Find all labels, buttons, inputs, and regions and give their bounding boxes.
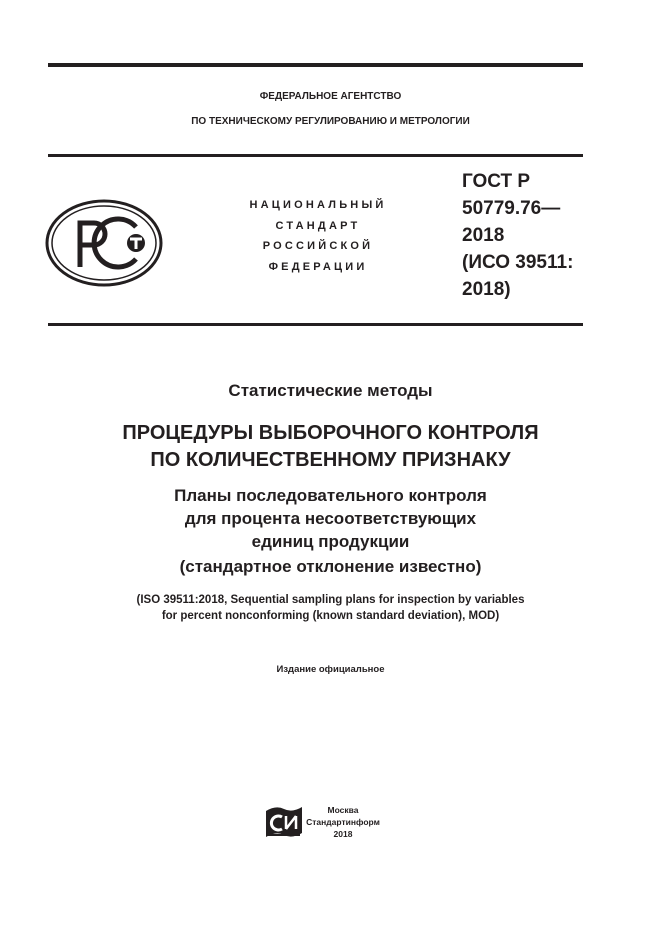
standartinform-logo-icon [264,805,304,839]
main-title-2: ПО КОЛИЧЕСТВЕННОМУ ПРИЗНАКУ [150,449,511,471]
agency-line-2: ПО ТЕХНИЧЕСКОМУ РЕГУЛИРОВАНИЮ И МЕТРОЛОГИИ [191,116,470,127]
publisher-year: 2018 [333,829,353,839]
rst-logo-icon [44,197,164,289]
publisher-city: Москва [327,805,359,815]
national-line-2: СТАНДАРТ [275,219,361,232]
designation-line-4: (ИСО 39511: [462,252,574,273]
publisher-info [305,804,381,840]
subtitle-4: (стандартное отклонение известно) [179,557,482,576]
designation-line-2: 50779.76— [462,198,561,219]
top-rule [48,63,583,67]
edition-label: Издание официальное [276,664,385,675]
subtitle-1: Планы последовательного контроля [174,486,487,505]
designation-line-3: 2018 [462,225,505,246]
iso-reference-1: (ISO 39511:2018, Sequential sampling plans for inspection by variables [136,594,525,606]
standard-designation [462,168,573,303]
designation-line-5: 2018) [462,279,511,300]
header-rule [48,154,583,157]
designation-line-1: ГОСТ Р [462,171,531,192]
designation-rule [48,323,583,326]
national-line-1: НАЦИОНАЛЬНЫЙ [249,199,387,211]
main-title-1: ПРОЦЕДУРЫ ВЫБОРОЧНОГО КОНТРОЛЯ [122,422,539,444]
agency-line-1: ФЕДЕРАЛЬНОЕ АГЕНТСТВО [259,91,402,102]
subtitle-3: единиц продукции [251,532,410,551]
national-standard-label [218,195,418,277]
publisher-name: Стандартинформ [306,817,380,827]
national-line-4: ФЕДЕРАЦИИ [268,260,368,273]
subtitle-2: для процента несоответствующих [184,509,477,528]
general-title: Статистические методы [228,381,433,400]
iso-reference-2: for percent nonconforming (known standard deviation), MOD) [161,610,500,622]
national-line-3: РОССИЙСКОЙ [262,240,374,252]
